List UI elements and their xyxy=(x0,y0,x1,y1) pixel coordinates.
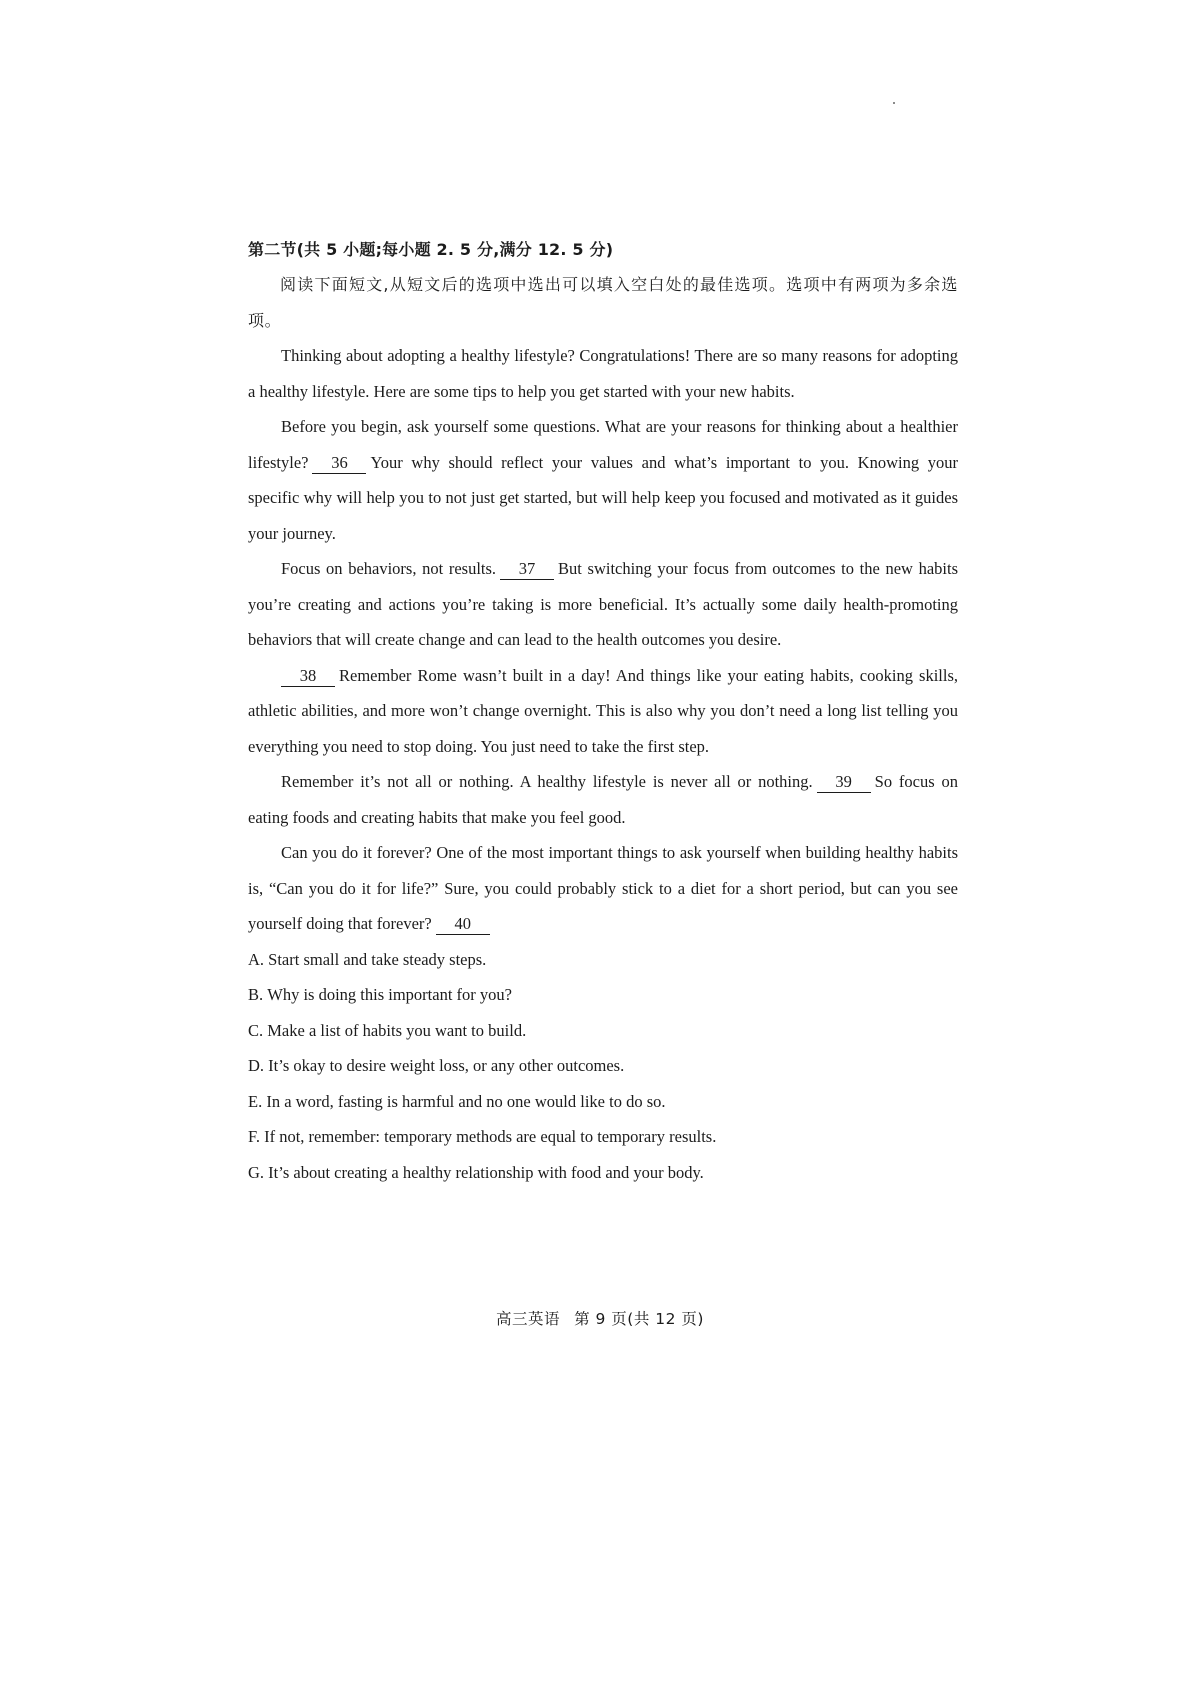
answer-options xyxy=(248,942,958,1191)
option-g xyxy=(248,1155,958,1191)
blank-39: 39 xyxy=(817,772,871,793)
option-d xyxy=(248,1048,958,1084)
option-a xyxy=(248,942,958,978)
passage-paragraph-5 xyxy=(248,764,958,835)
passage-paragraph-3 xyxy=(248,551,958,658)
paragraph-6-text-before: Can you do it forever? One of the most important things to ask yourself when building healthy habits is, “Can you do it for life?” Sure, you could probably stick to a diet for a short period, but can you see yourself doing that forever? xyxy=(248,843,958,933)
paragraph-5-text-after: So focus on eating foods and creating habits that make you feel good. xyxy=(248,772,958,827)
option-letter: A. xyxy=(248,949,265,969)
option-text: Make a list of habits you want to build. xyxy=(267,1020,527,1040)
passage-paragraph-1: Thinking about adopting a healthy lifestyle? Congratulations! There are so many reasons for adopting a healthy lifestyle. Here are some tips to help you get started with your new habits. xyxy=(248,346,958,401)
paragraph-3-text-after: But switching your focus from outcomes to the new habits you’re creating and actions you’re taking is more beneficial. It’s actually some daily health-promoting behaviors that will create change and can lead to the health outcomes you desire. xyxy=(248,559,958,649)
footer-page-info: 第 9 页(共 12 页) xyxy=(574,1310,704,1328)
scan-speck xyxy=(893,102,895,104)
passage-paragraph-2 xyxy=(248,409,958,551)
blank-38: 38 xyxy=(281,666,335,687)
option-f xyxy=(248,1119,958,1155)
option-letter: G. xyxy=(248,1162,265,1182)
option-c xyxy=(248,1013,958,1049)
section-instructions: 阅读下面短文,从短文后的选项中选出可以填入空白处的最佳选项。选项中有两项为多余选项。 xyxy=(248,275,958,330)
option-letter: B. xyxy=(248,985,264,1004)
paragraph-4-text-after: Remember Rome wasn’t built in a day! And things like your eating habits, cooking skills, athletic abilities, and more won’t change overnight. This is also why you don’t need a long list telling you everything you need to stop doing. You just need to take the first step. xyxy=(248,665,958,756)
option-text: In a word, fasting is harmful and no one would like to do so. xyxy=(266,1091,666,1111)
blank-37: 37 xyxy=(500,559,554,580)
paragraph-2-text-after: Your why should reflect your values and what’s important to you. Knowing your specific why will help you to not just get started, but will help keep you focused and motivated as it guides your journey. xyxy=(248,452,958,543)
blank-40: 40 xyxy=(436,914,490,935)
blank-36: 36 xyxy=(312,453,366,474)
passage-paragraph-4 xyxy=(248,658,958,765)
option-letter: E. xyxy=(248,1091,263,1111)
option-text: Why is doing this important for you? xyxy=(267,985,512,1004)
section-heading: 第二节(共 5 小题;每小题 2. 5 分,满分 12. 5 分) xyxy=(248,240,614,259)
option-text: It’s about creating a healthy relationship with food and your body. xyxy=(268,1162,704,1182)
page-footer xyxy=(0,1307,1200,1329)
footer-subject: 高三英语 xyxy=(496,1310,561,1328)
passage-paragraph-6 xyxy=(248,835,958,942)
option-letter: D. xyxy=(248,1056,265,1075)
reading-passage xyxy=(248,338,958,942)
paragraph-5-text-before: Remember it’s not all or nothing. A healthy lifestyle is never all or nothing. xyxy=(281,772,813,791)
option-text: If not, remember: temporary methods are equal to temporary results. xyxy=(264,1127,717,1146)
option-letter: F. xyxy=(248,1127,260,1146)
option-text: It’s okay to desire weight loss, or any other outcomes. xyxy=(268,1056,625,1075)
option-letter: C. xyxy=(248,1020,264,1040)
option-b xyxy=(248,977,958,1013)
option-text: Start small and take steady steps. xyxy=(268,949,487,969)
paragraph-3-text-before: Focus on behaviors, not results. xyxy=(281,559,497,578)
exam-content xyxy=(248,232,958,1190)
paragraph-2-text-before: Before you begin, ask yourself some questions. What are your reasons for thinking about a healthier lifestyle? xyxy=(248,417,958,472)
option-e xyxy=(248,1084,958,1120)
